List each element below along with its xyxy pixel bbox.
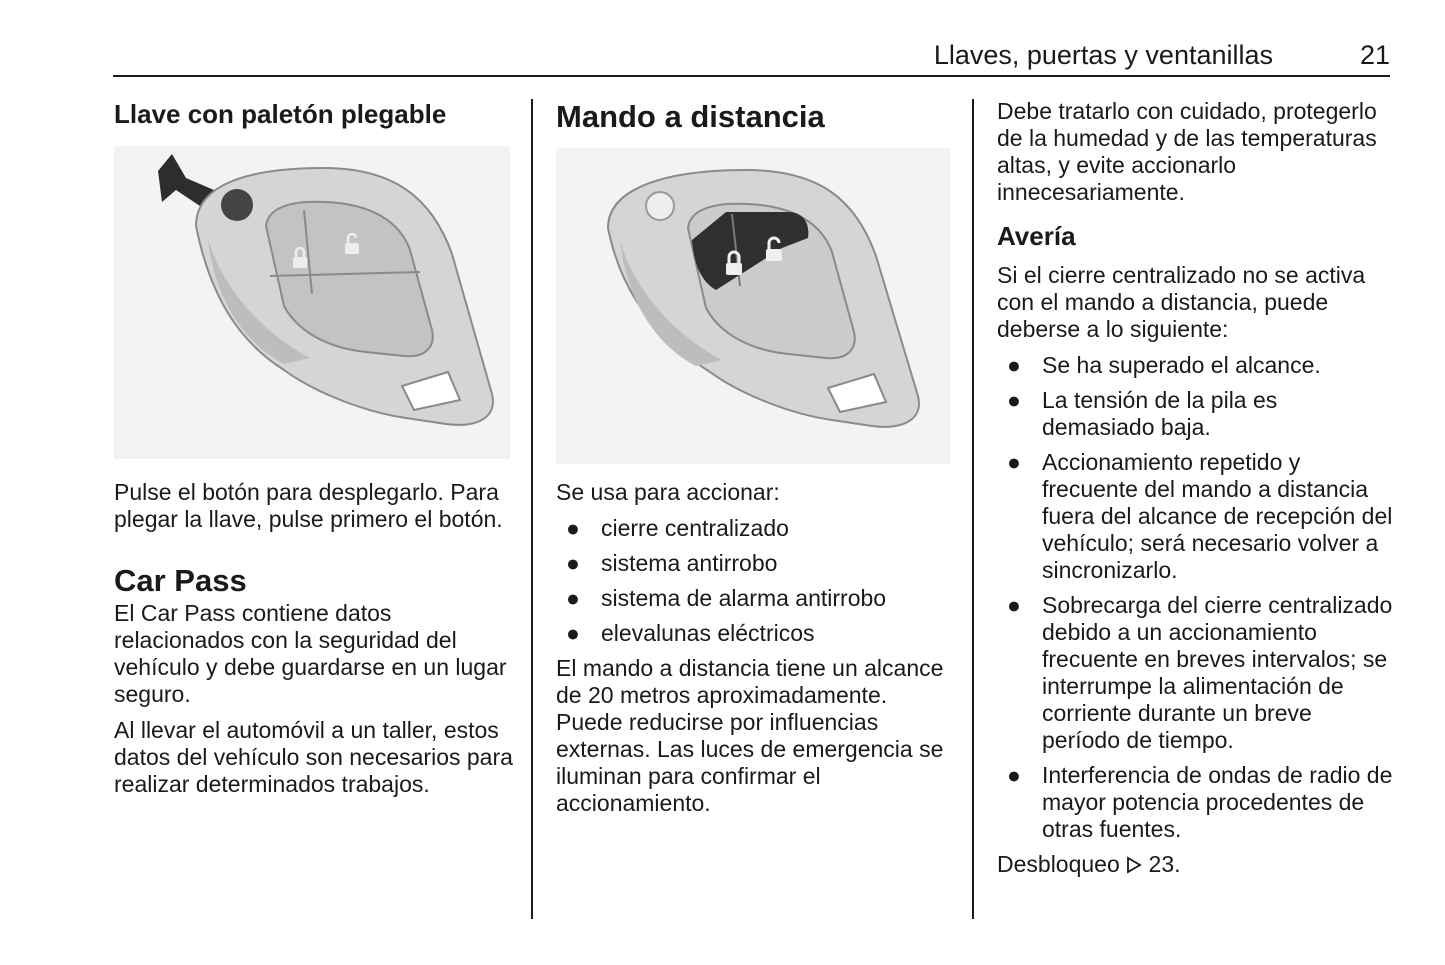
cross-reference-label: Desbloqueo [997, 851, 1120, 877]
section-heading-car-pass: Car Pass [114, 563, 247, 598]
release-button [646, 192, 674, 220]
section-heading-folding-key: Llave con paletón plegable [114, 99, 447, 129]
bullet-icon: ● [566, 620, 580, 646]
bullet-icon: ● [1007, 762, 1021, 788]
release-button [221, 189, 253, 221]
car-pass-paragraph-1: El Car Pass contiene datos relacionados con la seguridad del vehículo y debe guardarse en un lugar seguro. [114, 600, 507, 707]
column-1 [114, 98, 514, 807]
fault-causes-list [997, 352, 1393, 843]
list-item: ● elevalunas eléctricos [566, 620, 815, 646]
bullet-icon: ● [566, 550, 580, 576]
remote-range-paragraph: El mando a distancia tiene un alcance de 20 metros aproximadamente. Puede reducirse por influencias externas. Las luces de emergencia se iluminan para confirmar el accionamiento. [556, 655, 944, 816]
bullet-icon: ● [1007, 352, 1021, 378]
folding-key-instructions: Pulse el botón para desplegarlo. Para plegar la llave, pulse primero el botón. [114, 479, 503, 532]
list-item: ● sistema de alarma antirrobo [566, 585, 887, 611]
column-divider-1 [531, 99, 533, 919]
care-paragraph: Debe tratarlo con cuidado, protegerlo de la humedad y de las temperaturas altas, y evite accionarlo innecesariamente. [997, 98, 1377, 205]
section-heading-fault: Avería [997, 221, 1076, 251]
fault-intro: Si el cierre centralizado no se activa con el mando a distancia, puede deberse a lo siguiente: [997, 262, 1366, 342]
list-item: ● La tensión de la pila es demasiado baja. [1007, 387, 1278, 440]
car-pass-paragraph-2: Al llevar el automóvil a un taller, estos datos del vehículo son necesarios para realizar determinados trabajos. [114, 717, 513, 797]
list-item: ● Sobrecarga del cierre centralizado debido a un accionamiento frecuente en breves intervalos; se interrumpe la alimentación de corriente durante un breve período de tiempo. [1007, 592, 1393, 753]
column-3 [997, 98, 1393, 887]
column-divider-2 [972, 99, 974, 919]
section-heading-remote: Mando a distancia [556, 99, 825, 134]
column-2 [556, 98, 956, 826]
list-item: ● cierre centralizado [566, 515, 789, 541]
list-item: ● Accionamiento repetido y frecuente del mando a distancia fuera del alcance de recepción del vehículo; será necesario volver a sincronizarlo. [1007, 449, 1393, 583]
page-number: 21 [1359, 40, 1390, 70]
bullet-icon: ● [566, 515, 580, 541]
list-item: ● Interferencia de ondas de radio de mayor potencia procedentes de otras fuentes. [1007, 762, 1393, 842]
header-rule [113, 75, 1390, 77]
bullet-icon: ● [1007, 449, 1021, 475]
bullet-icon: ● [566, 585, 580, 611]
cross-reference-page: 23. [1148, 851, 1181, 877]
folding-key-illustration [114, 146, 510, 459]
chapter-title: Llaves, puertas y ventanillas [933, 40, 1273, 70]
remote-usage-intro: Se usa para accionar: [556, 479, 780, 505]
arrow-reference-icon [1126, 856, 1142, 874]
cross-reference[interactable] [997, 851, 1393, 878]
bullet-icon: ● [1007, 592, 1021, 618]
bullet-icon: ● [1007, 387, 1021, 413]
remote-control-illustration [556, 148, 950, 464]
remote-functions-list [556, 515, 956, 647]
list-item: ● Se ha superado el alcance. [1007, 352, 1321, 378]
list-item: ● sistema antirrobo [566, 550, 778, 576]
